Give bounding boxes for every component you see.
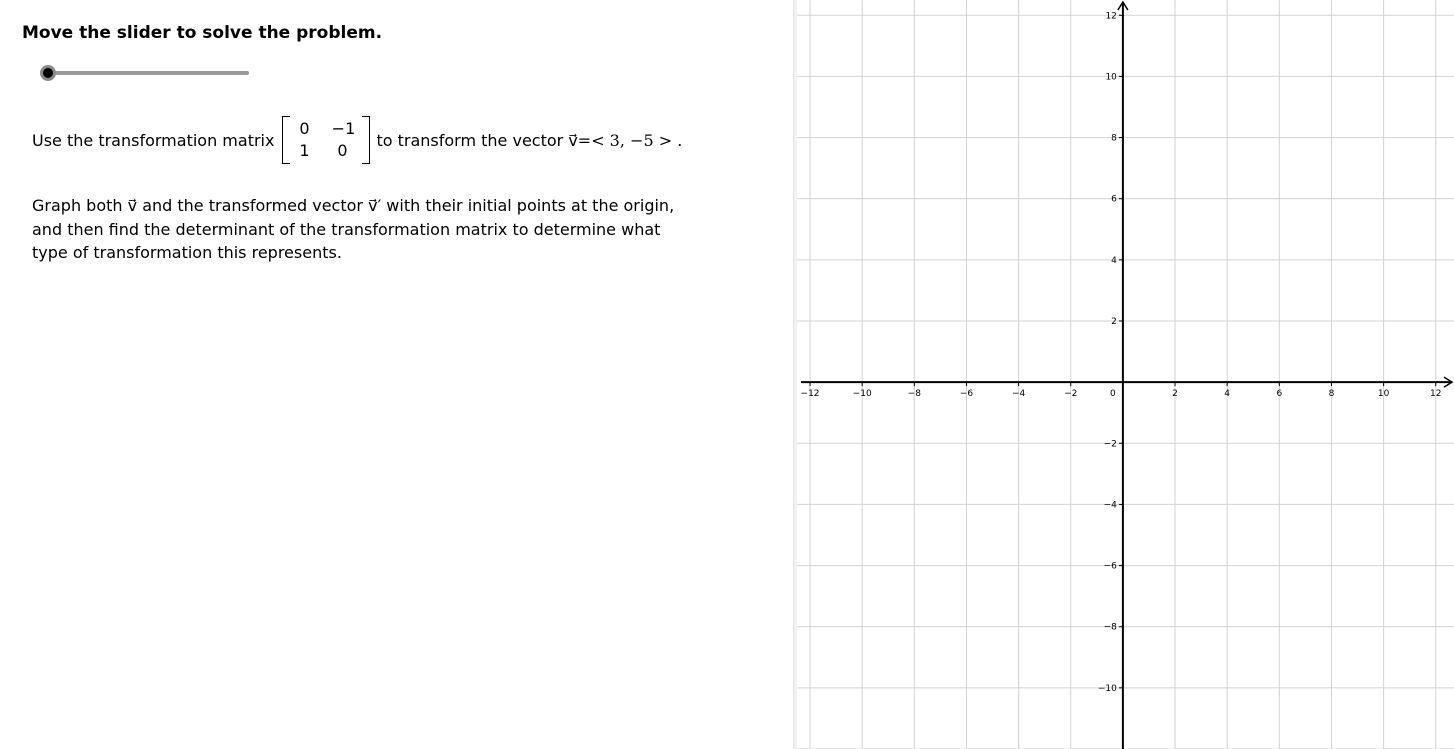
- y-tick-label: 4: [1111, 255, 1117, 266]
- matrix-cell: −1: [331, 119, 356, 138]
- x-tick-label: −8: [907, 389, 921, 400]
- slider-track[interactable]: [48, 71, 249, 75]
- x-tick-label: 2: [1172, 389, 1178, 400]
- y-tick-label: 6: [1111, 194, 1117, 205]
- vector-v-symbol: v⃗: [127, 196, 138, 215]
- coordinate-grid[interactable]: [797, 0, 1454, 749]
- y-tick-labels: [1098, 11, 1117, 694]
- vector-v-prime-symbol: v⃗′: [368, 196, 382, 215]
- x-tick-label: −2: [1064, 389, 1078, 400]
- matrix-cell: 0: [337, 141, 348, 160]
- vector-v-value: =< 3, −5 > .: [577, 130, 683, 150]
- problem-text-before-matrix: Use the transformation matrix: [32, 130, 275, 150]
- vector-v-symbol: v⃗: [568, 130, 578, 150]
- x-tick-labels: [801, 389, 1442, 399]
- y-tick-label: −6: [1103, 561, 1117, 572]
- x-tick-label: 12: [1430, 389, 1442, 400]
- matrix-right-bracket: [362, 116, 370, 164]
- graphics-view[interactable]: [797, 0, 1454, 749]
- y-tick-label: 10: [1105, 72, 1117, 83]
- slider-thumb[interactable]: [40, 65, 56, 81]
- axes: [801, 2, 1452, 749]
- problem-text-after-matrix: to transform the vector: [376, 130, 564, 150]
- y-tick-label: 12: [1105, 11, 1117, 22]
- x-tick-label: −12: [800, 389, 820, 400]
- y-tick-label: 8: [1111, 133, 1117, 144]
- matrix-left-bracket: [282, 116, 290, 164]
- y-tick-label: −8: [1103, 622, 1117, 633]
- x-tick-label: −4: [1011, 389, 1026, 400]
- x-tick-label: 0: [1110, 389, 1116, 400]
- paragraph-text-1: Graph both: [32, 196, 123, 215]
- matrix-cell: 0: [299, 119, 310, 138]
- x-tick-label: 10: [1377, 389, 1390, 400]
- x-tick-label: −6: [959, 389, 974, 400]
- y-tick-label: 2: [1111, 317, 1117, 327]
- y-tick-label: −4: [1103, 500, 1117, 511]
- matrix-cell: 1: [299, 141, 310, 160]
- instruction-title: Move the slider to solve the problem.: [22, 23, 383, 43]
- problem-paragraph: [32, 194, 692, 265]
- x-tick-label: 4: [1224, 389, 1231, 400]
- paragraph-text-3: with their initial points at the origin, and then find the determinant of the transformation matrix to determine what type of transformation this represents.: [32, 196, 675, 262]
- y-tick-label: −10: [1097, 683, 1117, 694]
- transformation-matrix: [282, 116, 370, 164]
- x-tick-label: 6: [1276, 389, 1283, 400]
- x-tick-label: 8: [1328, 389, 1335, 400]
- problem-line-1: [32, 116, 682, 164]
- paragraph-text-2: and the transformed vector: [142, 196, 363, 215]
- y-tick-label: −2: [1103, 439, 1117, 450]
- x-tick-label: −10: [852, 389, 872, 400]
- grid-lines: [797, 0, 1454, 749]
